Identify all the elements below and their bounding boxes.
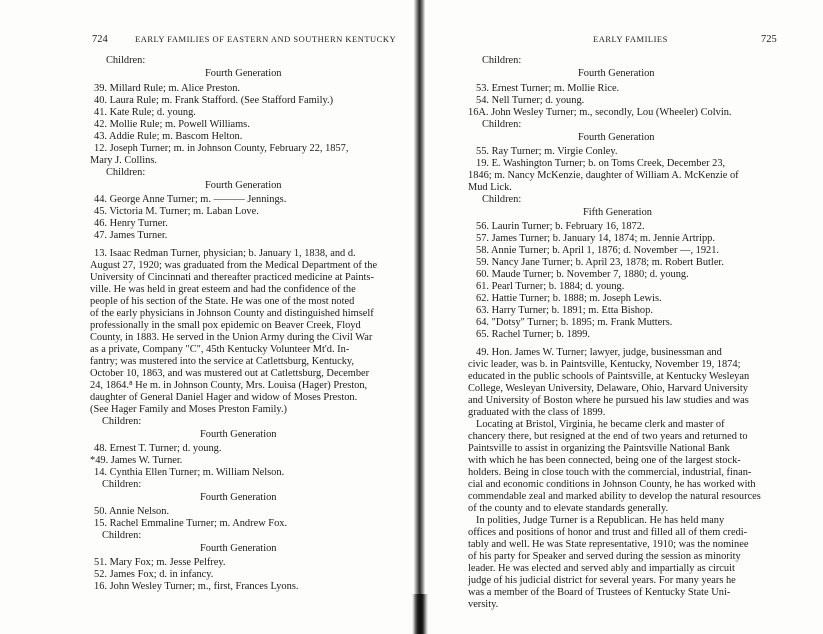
left-text-line: Fourth Generation xyxy=(200,492,277,503)
right-text-line: with which he has been connected, being one of the largest stock- xyxy=(468,455,741,466)
right-text-line: versity. xyxy=(468,599,499,610)
right-text-line: In polities, Judge Turner is a Republican. He has held many xyxy=(476,515,725,526)
right-text-line: 60. Maude Turner; b. November 7, 1880; d. young. xyxy=(476,269,689,280)
left-text-line: Children: xyxy=(102,416,142,427)
right-text-line: of his party for Speaker and served during the session as minority xyxy=(468,551,741,562)
left-text-line: 48. Ernest T. Turner; d. young. xyxy=(94,443,222,454)
right-text-line: 16A. John Wesley Turner; m., secondly, Lou (Wheeler) Colvin. xyxy=(468,107,732,118)
left-text-line: 24, 1864.⁸ He m. in Johnson County, Mrs. Louisa (Hager) Preston, xyxy=(90,380,368,391)
left-text-line: Children: xyxy=(102,479,142,490)
left-text-line: daughter of General Daniel Hager and widow of Moses Preston. xyxy=(90,392,358,403)
left-text-line: (See Hager Family and Moses Preston Family.) xyxy=(90,404,288,415)
left-text-line: 16. John Wesley Turner; m., first, Frances Lyons. xyxy=(94,581,299,592)
left-text-line: October 10, 1863, and was mustered out at Catlettsburg, December xyxy=(90,368,370,379)
left-text-line: 12. Joseph Turner; m. in Johnson County, February 22, 1857, xyxy=(94,143,349,154)
left-text-line: 46. Henry Turner. xyxy=(94,218,168,229)
left-text-line: 50. Annie Nelson. xyxy=(94,506,170,517)
left-text-line: 52. James Fox; d. in infancy. xyxy=(94,569,214,580)
right-text-line: 54. Nell Turner; d. young. xyxy=(476,95,585,106)
left-text-line: as a private, Company "C", 45th Kentucky Volunteer Mt'd. In- xyxy=(90,344,350,355)
right-text-line: 63. Harry Turner; b. 1891; m. Etta Bishop. xyxy=(476,305,653,316)
left-text-line: 45. Victoria M. Turner; m. Laban Love. xyxy=(94,206,259,217)
left-text-line: *49. James W. Turner. xyxy=(90,455,183,466)
left-text-line: Mary J. Collins. xyxy=(90,155,157,166)
left-text-line: ville. He was held in great esteem and had the confidence of the xyxy=(90,284,356,295)
gutter-shadow xyxy=(412,594,428,634)
right-text-line: 53. Ernest Turner; m. Mollie Rice. xyxy=(476,83,620,94)
right-text-line: Children: xyxy=(482,55,522,66)
left-text-line: University of Cincinnati and thereafter practiced medicine at Paints- xyxy=(90,272,374,283)
left-running-head: EARLY FAMILIES OF EASTERN AND SOUTHERN KENTUCKY xyxy=(135,34,397,44)
right-text-line: leader. He was elected and served ably and impartially as circuit xyxy=(468,563,735,574)
left-text-line: people of his section of the State. He was one of the most noted xyxy=(90,296,355,307)
right-text-line: Children: xyxy=(482,194,522,205)
left-text-line: 15. Rachel Emmaline Turner; m. Andrew Fox. xyxy=(94,518,288,529)
left-text-line: 47. James Turner. xyxy=(94,230,168,241)
right-text-line: 57. James Turner; b. January 14, 1874; m. Jennie Artripp. xyxy=(476,233,715,244)
right-running-head: EARLY FAMILIES xyxy=(593,34,668,44)
left-text-line: 40. Laura Rule; m. Frank Stafford. (See Stafford Family.) xyxy=(94,95,334,106)
right-text-line: of the county and to elevate standards generally. xyxy=(468,503,669,514)
right-text-line: cial and economic conditions in Johnson County, he has worked with xyxy=(468,479,756,490)
right-text-line: graduated with the class of 1899. xyxy=(468,407,606,418)
left-text-line: 43. Addie Rule; m. Bascom Helton. xyxy=(94,131,243,142)
right-text-line: tably and well. He was State representative, 1910; was the nominee xyxy=(468,539,749,550)
left-text-line: 42. Mollie Rule; m. Powell Williams. xyxy=(94,119,250,130)
left-text-line: of the early physicians in Johnson County and distinguished himself xyxy=(90,308,374,319)
left-text-line: Fourth Generation xyxy=(200,429,277,440)
left-text-line: 39. Millard Rule; m. Alice Preston. xyxy=(94,83,241,94)
book-gutter xyxy=(414,0,425,634)
right-text-line: 49. Hon. James W. Turner; lawyer, judge, businessman and xyxy=(476,347,722,358)
right-text-line: educated in the public schools of Paintsville, at Kentucky Wesleyan xyxy=(468,371,750,382)
left-text-line: 51. Mary Fox; m. Jesse Pelfrey. xyxy=(94,557,226,568)
right-text-line: Children: xyxy=(482,119,522,130)
right-text-line: Paintsville to assist in organizing the Paintsville National Bank xyxy=(468,443,730,454)
right-text-line: Fifth Generation xyxy=(583,207,652,218)
left-text-line: professionally in the small pox epidemic on Beaver Creek, Floyd xyxy=(90,320,361,331)
left-text-line: August 27, 1920; was graduated from the Medical Department of the xyxy=(90,260,378,271)
right-text-line: holders. Being in close touch with the commercial, industrial, finan- xyxy=(468,467,752,478)
right-text-line: Mud Lick. xyxy=(468,182,512,193)
right-text-line: Fourth Generation xyxy=(578,68,655,79)
right-text-line: and University of Boston where he pursued his law studies and was xyxy=(468,395,749,406)
right-text-line: 61. Pearl Turner; b. 1884; d. young. xyxy=(476,281,625,292)
right-text-line: offices and positions of honor and trust and filled all of them credi- xyxy=(468,527,748,538)
right-text-line: civic leader, was b. in Paintsville, Kentucky, November 19, 1874; xyxy=(468,359,741,370)
right-text-line: 19. E. Washington Turner; b. on Toms Creek, December 23, xyxy=(476,158,726,169)
right-text-line: 1846; m. Nancy McKenzie, daughter of William A. McKenzie of xyxy=(468,170,739,181)
right-page-number: 725 xyxy=(761,34,777,45)
right-text-line: commendable zeal and marked ability to develop the natural resources xyxy=(468,491,761,502)
left-text-line: Children: xyxy=(106,55,146,66)
left-page-number: 724 xyxy=(92,34,108,45)
right-text-line: 56. Laurin Turner; b. February 16, 1872. xyxy=(476,221,645,232)
right-text-line: Fourth Generation xyxy=(578,132,655,143)
left-text-line: Children: xyxy=(106,167,146,178)
right-text-line: 62. Hattie Turner; b. 1888; m. Joseph Lewis. xyxy=(476,293,662,304)
left-text-line: Fourth Generation xyxy=(205,180,282,191)
right-text-line: 55. Ray Turner; m. Virgie Conley. xyxy=(476,146,618,157)
right-text-line: College, Wesleyan University, Delaware, Ohio, Harvard University xyxy=(468,383,748,394)
right-text-line: Locating at Bristol, Virginia, he became clerk and master of xyxy=(476,419,725,430)
right-text-line: 58. Annie Turner; b. April 1, 1876; d. November —, 1921. xyxy=(476,245,720,256)
left-text-line: Fourth Generation xyxy=(205,68,282,79)
right-text-line: chancery there, but resigned at the end of two years and returned to xyxy=(468,431,748,442)
left-text-line: 41. Kate Rule; d. young. xyxy=(94,107,196,118)
right-text-line: judge of his judicial district for several years. For many years he xyxy=(468,575,736,586)
left-text-line: County, in 1883. He served in the Union Army during the Civil War xyxy=(90,332,373,343)
left-text-line: 44. George Anne Turner; m. ——— Jennings. xyxy=(94,194,287,205)
left-text-line: Children: xyxy=(102,530,142,541)
right-text-line: 59. Nancy Jane Turner; b. April 23, 1878; m. Robert Butler. xyxy=(476,257,724,268)
left-text-line: 13. Isaac Redman Turner, physician; b. January 1, 1838, and d. xyxy=(94,248,356,259)
right-text-line: 64. "Dotsy" Turner; b. 1895; m. Frank Mutters. xyxy=(476,317,673,328)
left-text-line: 14. Cynthia Ellen Turner; m. William Nelson. xyxy=(94,467,285,478)
left-text-line: fantry; was mustered into the service at Catlettsburg, Kentucky, xyxy=(90,356,355,367)
right-text-line: 65. Rachel Turner; b. 1899. xyxy=(476,329,591,340)
right-text-line: was a member of the Board of Trustees of Kentucky State Uni- xyxy=(468,587,731,598)
left-text-line: Fourth Generation xyxy=(200,543,277,554)
